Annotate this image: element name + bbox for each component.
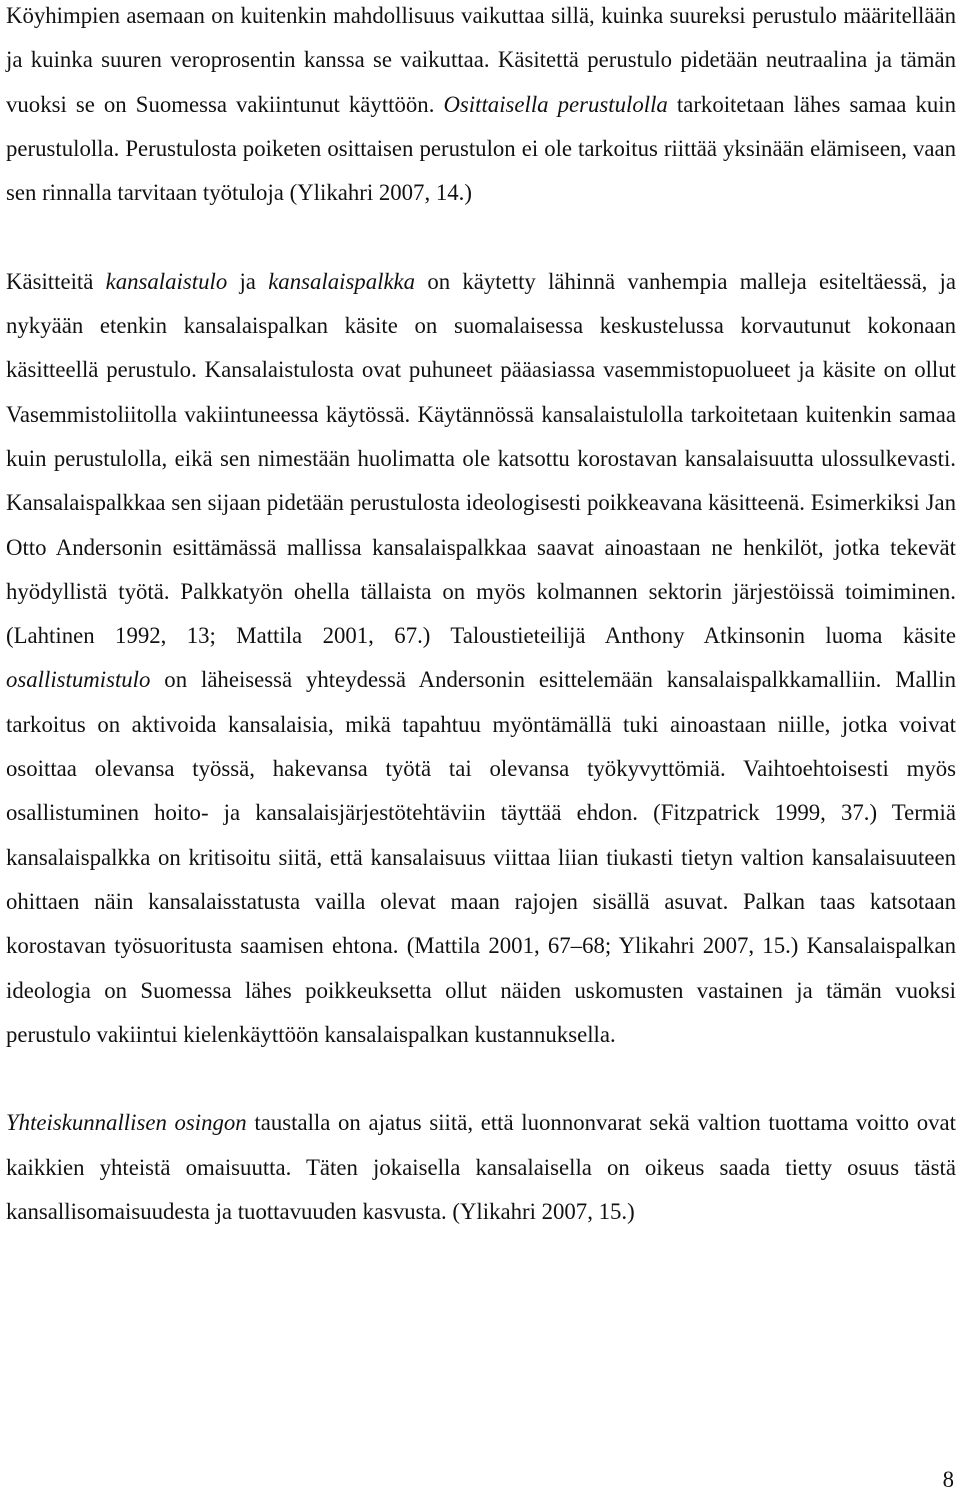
italic-term: Yhteiskunnallisen osingon <box>6 1110 247 1136</box>
italic-term: kansalaistulo <box>105 268 228 294</box>
text-segment: tarkoitetaan lähes samaa kuin perustulolla. Perustulosta poiketen osittaisen perustulon ei ole tarkoitus riittää yksinään elämiseen, vaan sen rinnalla tarvitaan työtuloja (Ylikahri 2007, 14.) <box>6 91 956 206</box>
text-segment: on käytetty lähinnä vanhempia malleja esiteltäessä, ja nykyään etenkin kansalaispalkan käsite on suomalaisessa keskustelussa korvautunut kokonaan käsitteellä perustulo. Kansalaistulosta ovat puhuneet pääasiassa vasemmistopuolueet ja käsite on ollut Vasemmistoliitolla vakiintuneessa käytössä. Käytännössä kansalaistulolla tarkoitetaan kuitenkin samaa kuin perustulolla, eikä sen nimestään huolimatta ole katsottu korostavan kansalaisuutta ulossulkevasti. Kansalaispalkkaa sen sijaan pidetään perustulosta ideologisesti poikkeavana käsitteenä. Esimerkiksi Jan Otto Andersonin esittämässä mallissa kansalaispalkkaa saavat ainoastaan ne henkilöt, jotka tekevät hyödyllistä työtä. Palkkatyön ohella tällaista on myös kolmannen sektorin järjestöissä toimiminen. (Lahtinen 1992, 13; Mattila 2001, 67.) Taloustieteilijä Anthony Atkinsonin luoma käsite <box>6 268 956 649</box>
paragraph-kansalaistulo-kansalaispalkka <box>6 260 956 1057</box>
text-segment: taustalla on ajatus siitä, että luonnonvarat sekä valtion tuottama voitto ovat kaikkien yhteistä omaisuutta. Täten jokaisella kansalaisella on oikeus saada tietty osuus tästä kansallisomaisuudesta ja tuottavuuden kasvusta. (Ylikahri 2007, 15.) <box>6 1110 956 1225</box>
italic-term: Osittaisella perustulolla <box>443 91 668 117</box>
text-segment: Köyhimpien asemaan on kuitenkin mahdollisuus vaikuttaa sillä, kuinka suureksi perustulo määritellään ja kuinka suuren veroprosentin kanssa se vaikuttaa. Käsitettä perustulo pidetään neutraalina ja tämän vuoksi se on Suomessa vakiintunut käyttöön. <box>6 3 956 117</box>
text-segment: ja <box>227 268 269 294</box>
italic-term: kansalaispalkka <box>268 268 416 294</box>
page-number: 8 <box>942 1467 954 1492</box>
text-segment: on läheisessä yhteydessä Andersonin esittelemään kansalaispalkkamalliin. Mallin tarkoitus on aktivoida kansalaisia, mikä tapahtuu myöntämällä tuki ainoastaan niille, jotka voivat osoittaa olevansa työssä, hakevansa työtä tai olevansa työkyvyttömiä. Vaihtoehtoisesti myös osallistuminen hoito- ja kansalaisjärjestötehtäviin täyttää ehdon. (Fitzpatrick 1999, 37.) Termiä kansalaispalkka on kritisoitu siitä, että kansalaisuus viittaa liian tiukasti tietyn valtion kansalaisuuteen ohittaen näin kansalaisstatusta vailla olevat maan rajojen sisällä asuvat. Palkan taas katsotaan korostavan työsuoritusta saamisen ehtona. (Mattila 2001, 67–68; Ylikahri 2007, 15.) Kansalaispalkan ideologia on Suomessa lähes poikkeuksetta ollut näiden uskomusten vastainen ja tämän vuoksi perustulo vakiintui kielenkäyttöön kansalaispalkan kustannuksella. <box>6 667 956 1047</box>
paragraph-osittainen-perustulo <box>6 0 956 215</box>
text-segment: Käsitteitä <box>6 268 106 294</box>
paragraph-yhteiskunnallinen-osinko <box>6 1101 956 1234</box>
document-body <box>6 0 956 1234</box>
italic-term: osallistumistulo <box>6 667 151 693</box>
